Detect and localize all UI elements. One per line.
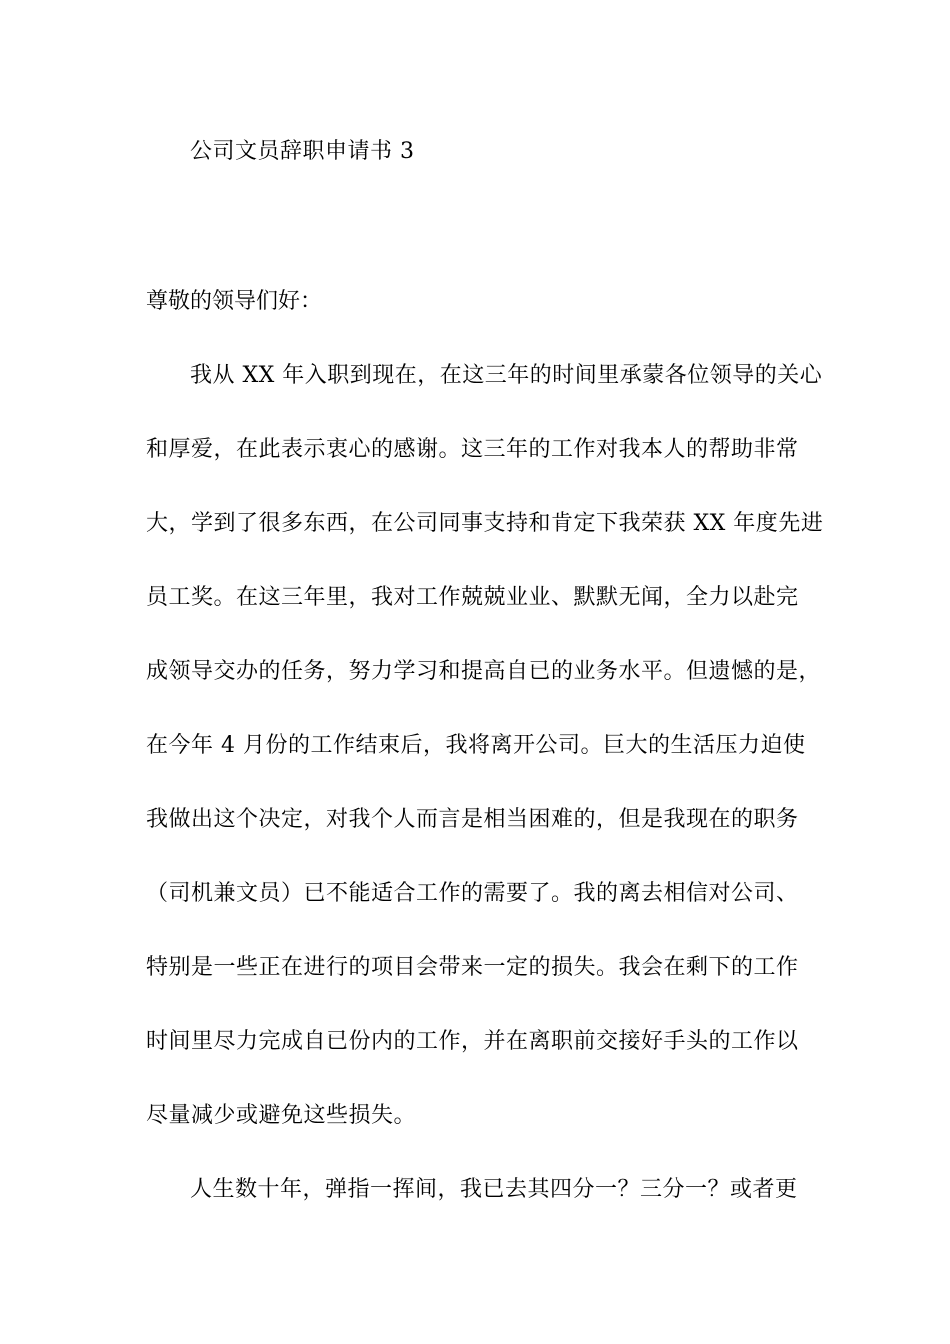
paragraph-line: 在今年 4 月份的工作结束后，我将离开公司。巨大的生活压力迫使 (146, 733, 806, 758)
paragraph-line: 我从 XX 年入职到现在，在这三年的时间里承蒙各位领导的关心 (190, 363, 823, 388)
paragraph-line: 和厚爱，在此表示衷心的感谢。这三年的工作对我本人的帮助非常 (146, 437, 799, 462)
paragraph-line: 时间里尽力完成自已份内的工作，并在离职前交接好手头的工作以 (146, 1029, 799, 1054)
paragraph-line: 人生数十年，弹指一挥间，我已去其四分一？三分一？或者更 (190, 1177, 798, 1202)
salutation: 尊敬的领导们好： (146, 289, 323, 314)
paragraph-line: （司机兼文员）已不能适合工作的需要了。我的离去相信对公司、 (146, 881, 799, 906)
paragraph-line: 成领导交办的任务，努力学习和提高自已的业务水平。但遗憾的是， (146, 659, 822, 684)
paragraph-2 (146, 1174, 826, 1248)
document-title: 公司文员辞职申请书 3 (190, 139, 415, 164)
paragraph-line: 特别是一些正在进行的项目会带来一定的损失。我会在剩下的工作 (146, 955, 799, 980)
paragraph-line: 我做出这个决定，对我个人而言是相当困难的，但是我现在的职务 (146, 807, 799, 832)
paragraph-line: 员工奖。在这三年里，我对工作兢兢业业、默默无闻，全力以赴完 (146, 585, 799, 610)
paragraph-line: 大，学到了很多东西，在公司同事支持和肯定下我荣获 XX 年度先进 (146, 511, 824, 536)
paragraph-line: 尽量减少或避免这些损失。 (146, 1103, 417, 1128)
paragraph-1 (146, 360, 826, 1174)
